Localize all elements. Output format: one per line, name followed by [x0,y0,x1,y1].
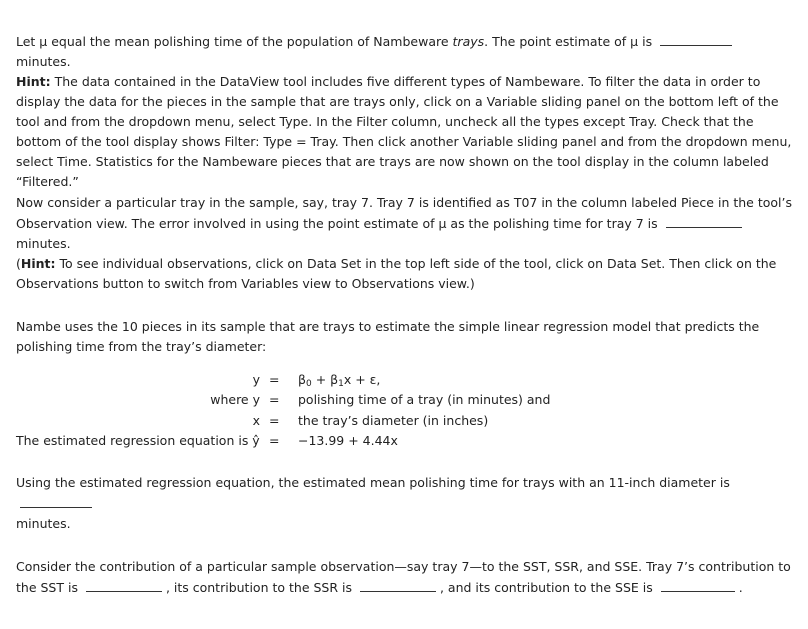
q1-unit: minutes. [16,54,71,69]
q2-hint-open: ( [16,256,21,271]
eq3-sign: = [269,413,280,428]
question-point-estimate [16,31,794,72]
eq2-sign: = [269,392,280,407]
q1-text: Let μ equal the mean polishing time of the population of Nambeware [16,34,453,49]
q2-text: Now consider a particular tray in the sample, say, tray 7. Tray 7 is identified as T07 in the column labeled Piece in the tool’s Observation view. The error involved in using the point estimate of μ as the polishing time for tray 7 is [16,195,792,231]
q3-text: Using the estimated regression equation, the estimated mean polishing time for trays with an 11-inch diameter is [16,475,730,490]
eq4-left: The estimated regression equation is ŷ [16,433,260,448]
ssr-input[interactable] [360,577,436,592]
error-input[interactable] [666,213,742,228]
question-mean-time [16,473,794,534]
equation-row-estimated [16,431,576,451]
mean-time-input[interactable] [20,493,92,508]
question-contributions [16,557,794,598]
eq4-right: −13.99 + 4.44x [298,433,398,448]
eq2-right: polishing time of a tray (in minutes) and [298,392,551,407]
q2-unit: minutes. [16,236,71,251]
sst-input[interactable] [86,577,162,592]
equation-row-model [16,370,576,390]
question-error [16,193,794,294]
q2-hint-text: To see individual observations, click on Data Set in the top left side of the tool, click on Data Set. Then click on the Observations button to switch from Variables view to Observations view.) [16,256,777,291]
sse-input[interactable] [661,577,735,592]
hint1-label: Hint: [16,74,51,89]
equation-row-y-def [16,390,576,410]
hint1-text: The data contained in the DataView tool includes five different types of Nambeware. To filter the data in order to display the data for the pieces in the sample that are trays only, click on a Variable sliding panel on the bottom left of the tool and from the dropdown menu, select Type. In the Filter column, uncheck all the types except Tray. Check that the bottom of the tool display shows Filter: Type = Tray. Then click another Variable sliding panel and from the dropdown menu, select Time. Statistics for the Nambeware pieces that are trays are now shown on the tool display in the column labeled “Filtered.” [16,74,792,189]
q2-hint-label: Hint: [20,256,56,271]
eq1-right: $\beta_0 + \beta_1x + \varepsilon$, [298,372,381,389]
q4-sse-text: , and its contribution to the SSE is [439,580,653,595]
eq3-right: the tray’s diameter (in inches) [298,413,489,428]
eq4-sign: = [269,433,280,448]
eq2-left: where y [210,392,260,407]
eq1-left: y [252,372,260,387]
eq3-left: x [252,413,260,428]
q3-unit: minutes. [16,516,71,531]
q1-trays-word: trays [452,34,485,49]
regression-intro: Nambe uses the 10 pieces in its sample that are trays to estimate the simple linear regression model that predicts the polishing time from the tray’s diameter: [16,319,760,354]
equation-row-x-def [16,411,576,431]
q1-text-end: . The point estimate of μ is [484,34,653,49]
q4-ssr-text: , its contribution to the SSR is [165,580,352,595]
q4-text: Consider the contribution of a particular sample observation—say tray 7—to the SST, SSR, and SSE. Tray 7’s contribution to the SST is [16,559,791,595]
point-estimate-input[interactable] [660,31,732,46]
eq1-sign: = [269,372,280,387]
q4-end: . [738,580,743,595]
hint-filter [16,72,794,192]
